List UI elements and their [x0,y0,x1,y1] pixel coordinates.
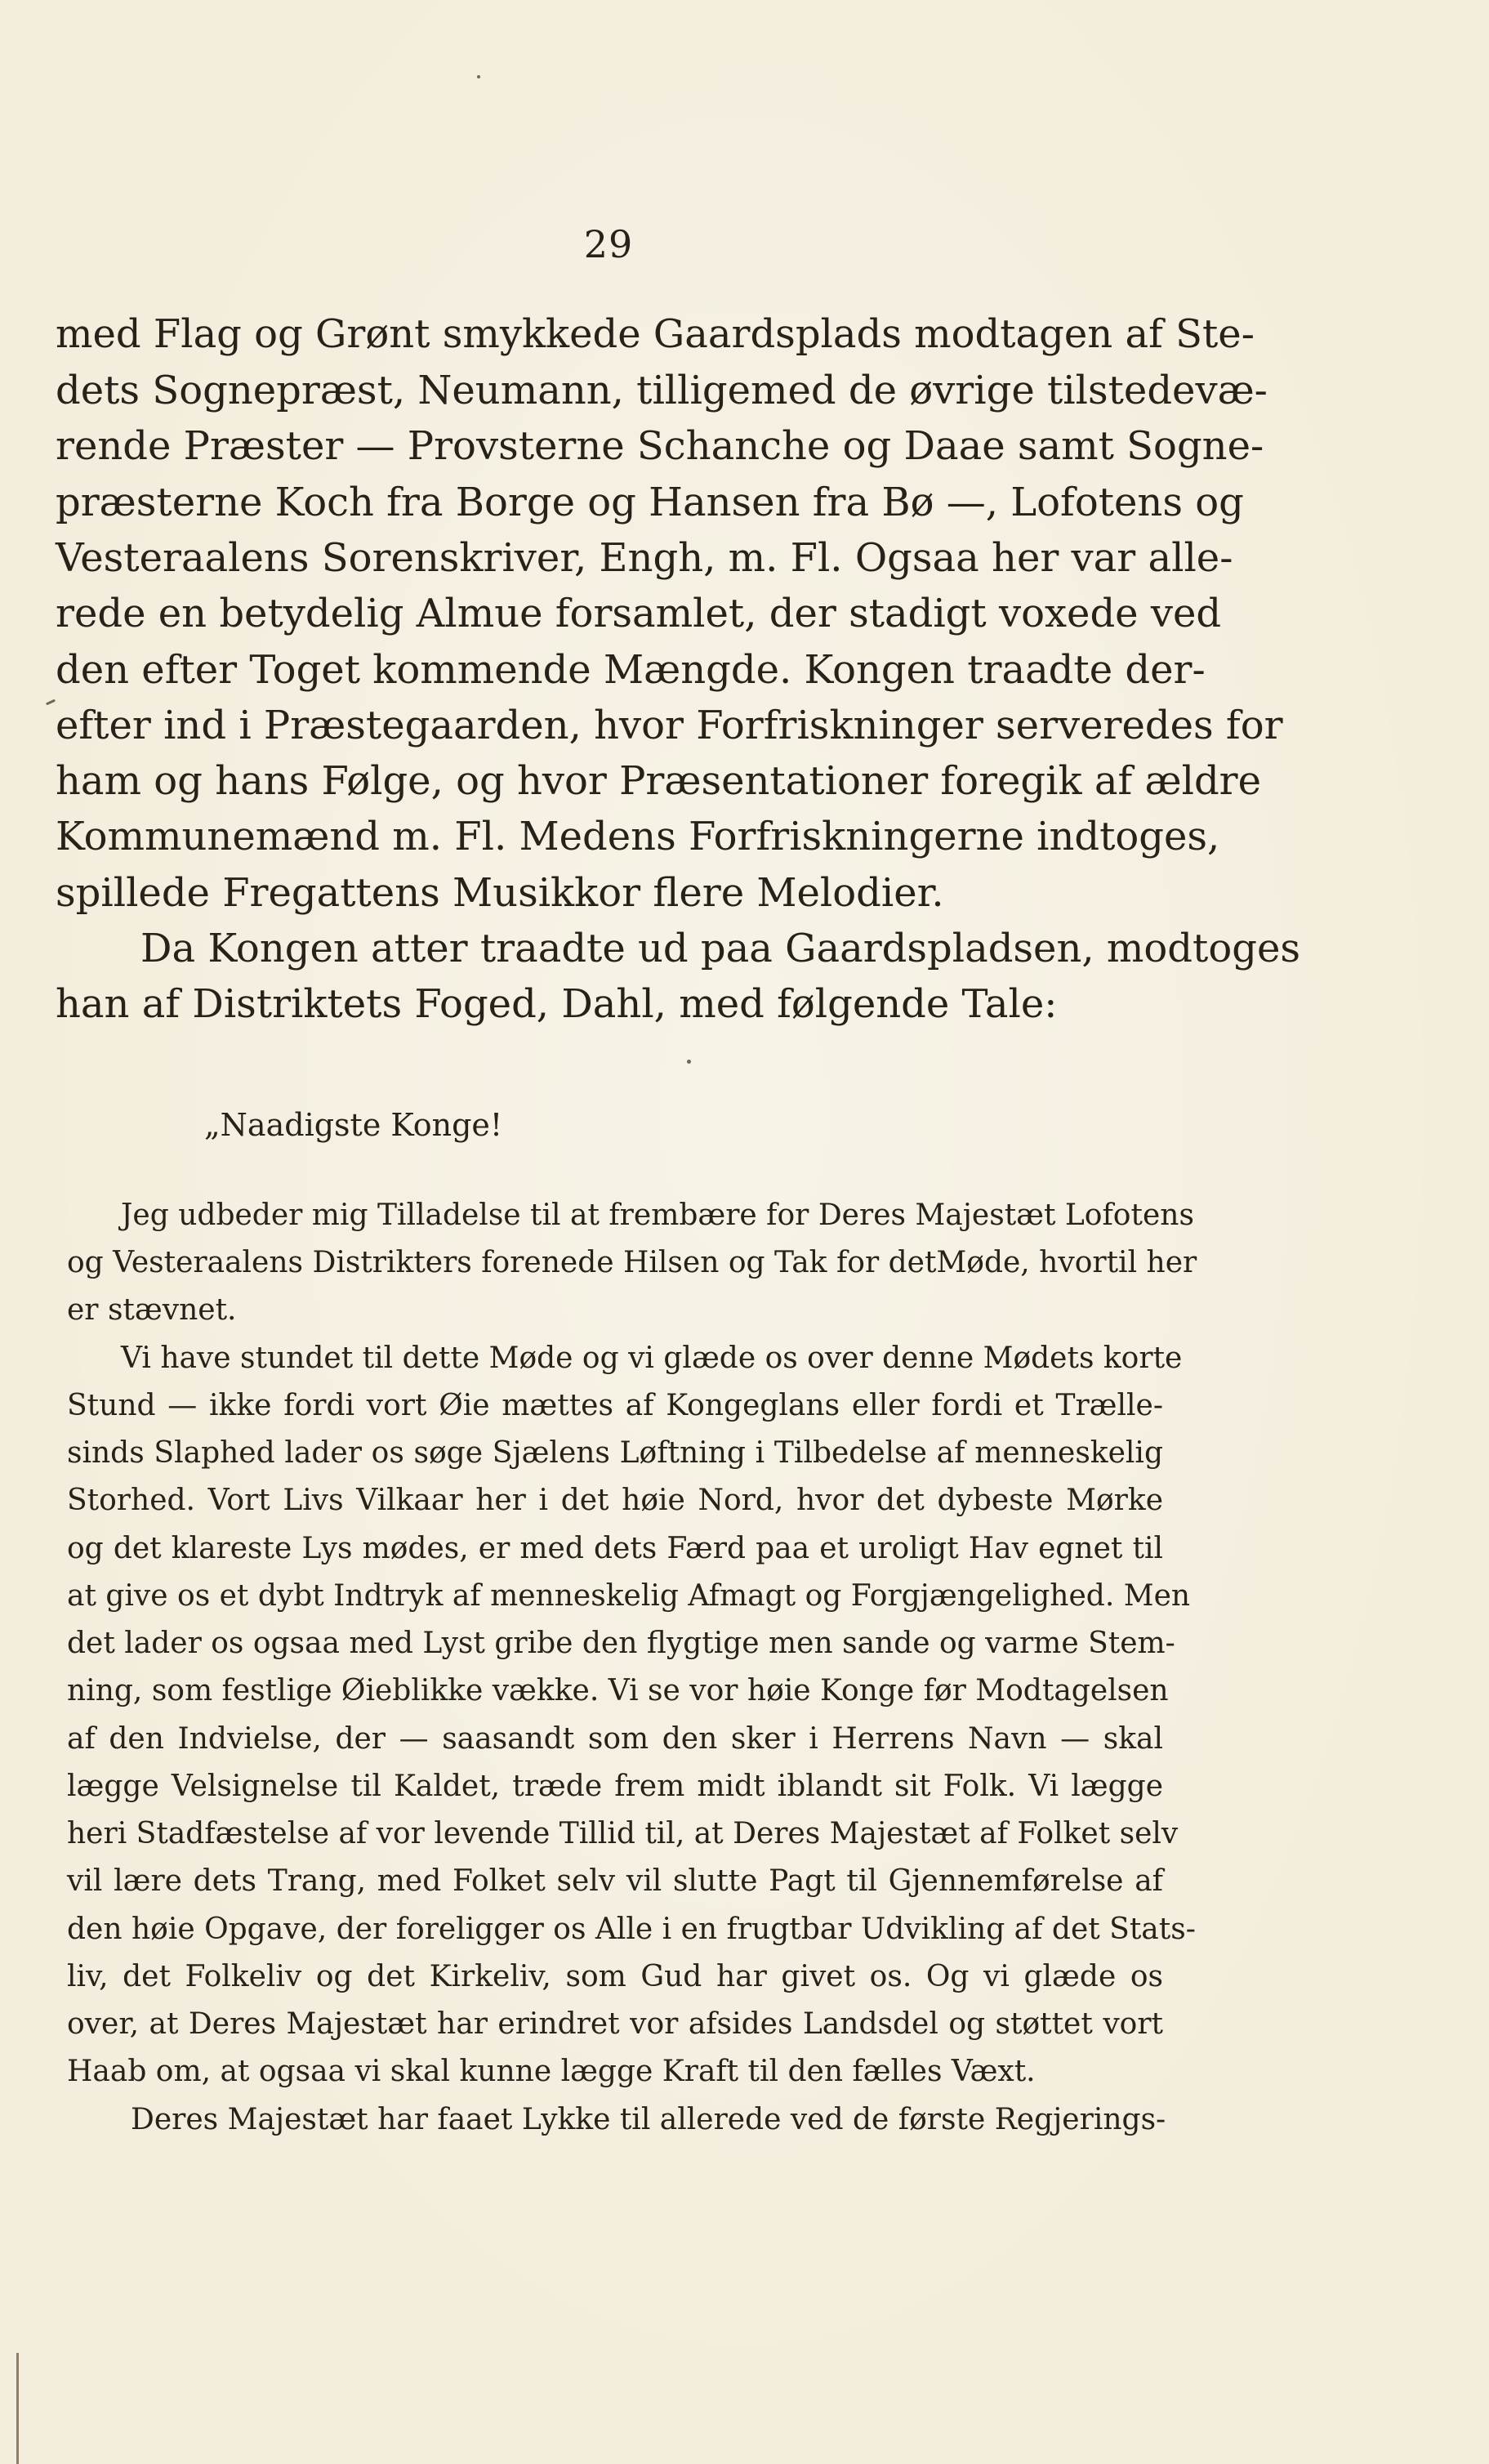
speech-line: er stævnet. [67,1293,237,1327]
print-speck [687,1060,691,1064]
speech-line: af den Indvielse, der — saasandt som den sker i Herrens Navn — skal [67,1722,1163,1756]
print-speck [46,699,56,706]
margin-mark [16,2353,19,2464]
speech-line: vil lære dets Trang, med Folket selv vil slutte Pagt til Gjennemførelse af [67,1864,1163,1898]
narrative-line: Kommunemænd m. Fl. Medens Forfriskningerne indtoges, [56,814,1220,859]
narrative-line: rede en betydelig Almue forsamlet, der stadigt voxede ved [56,591,1222,636]
speech-line: Deres Majestæt har faaet Lykke til allerede ved de første Regjerings- [131,2103,1166,2136]
speech-line: det lader os ogsaa med Lyst gribe den flygtige men sande og varme Stem- [67,1627,1175,1660]
print-speck [477,75,480,78]
speech-line: og Vesteraalens Distrikters forenede Hilsen og Tak for detMøde, hvortil her [67,1246,1197,1279]
speech-line: Haab om, at ogsaa vi skal kunne lægge Kraft til den fælles Væxt. [67,2055,1036,2088]
speech-line: Jeg udbeder mig Tilladelse til at frembære for Deres Majestæt Lofotens [121,1199,1194,1232]
speech-line: at give os et dybt Indtryk af menneskelig Afmagt og Forgjængelighed. Men [67,1579,1191,1613]
narrative-line: Vesteraalens Sorenskriver, Engh, m. Fl. Ogsaa her var alle- [56,535,1233,581]
speech-line: sinds Slaphed lader os søge Sjælens Løftning i Tilbedelse af menneskelig [67,1436,1163,1470]
narrative-line: spillede Fregattens Musikkor flere Melodier. [56,870,944,916]
speech-line: over, at Deres Majestæt har erindret vor afsides Landsdel og støttet vort [67,2007,1163,2041]
speech-line: Vi have stundet til dette Møde og vi glæde os over denne Mødets korte [121,1341,1183,1375]
narrative-line: efter ind i Præstegaarden, hvor Forfriskninger serveredes for [56,703,1283,748]
speech-line: den høie Opgave, der foreligger os Alle i en frugtbar Udvikling af det Stats- [67,1913,1196,1946]
speech-line: Stund — ikke fordi vort Øie mættes af Kongeglans eller fordi et Trælle- [67,1389,1163,1422]
narrative-line: ham og hans Følge, og hvor Præsentationer foregik af ældre [56,758,1262,804]
narrative-line: præsterne Koch fra Borge og Hansen fra Bø —, Lofotens og [56,480,1244,525]
speech-line: lægge Velsignelse til Kaldet, træde frem midt iblandt sit Folk. Vi lægge [67,1770,1163,1803]
narrative-line: han af Distriktets Foged, Dahl, med følgende Tale: [56,981,1058,1027]
speech-line: ning, som festlige Øieblikke vække. Vi se vor høie Konge før Modtagelsen [67,1674,1169,1707]
speech-line: heri Stadfæstelse af vor levende Tillid til, at Deres Majestæt af Folket selv [67,1817,1179,1850]
speech-line: liv, det Folkeliv og det Kirkeliv, som Gud har givet os. Og vi glæde os [67,1960,1163,1993]
narrative-line: med Flag og Grønt smykkede Gaardsplads modtagen af Ste- [56,311,1255,357]
page-number: 29 [583,222,634,266]
speech-salutation: „Naadigste Konge! [204,1107,503,1143]
speech-line: og det klareste Lys mødes, er med dets Færd paa et uroligt Hav egnet til [67,1532,1163,1565]
narrative-line: Da Kongen atter traadte ud paa Gaardspladsen, modtoges [140,926,1300,971]
narrative-line: dets Sognepræst, Neumann, tilligemed de øvrige tilstedevæ- [56,368,1268,413]
narrative-line: den efter Toget kommende Mængde. Kongen traadte der- [56,647,1206,693]
narrative-line: rende Præster — Provsterne Schanche og Daae samt Sogne- [56,423,1264,469]
speech-line: Storhed. Vort Livs Vilkaar her i det høie Nord, hvor det dybeste Mørke [67,1484,1163,1517]
